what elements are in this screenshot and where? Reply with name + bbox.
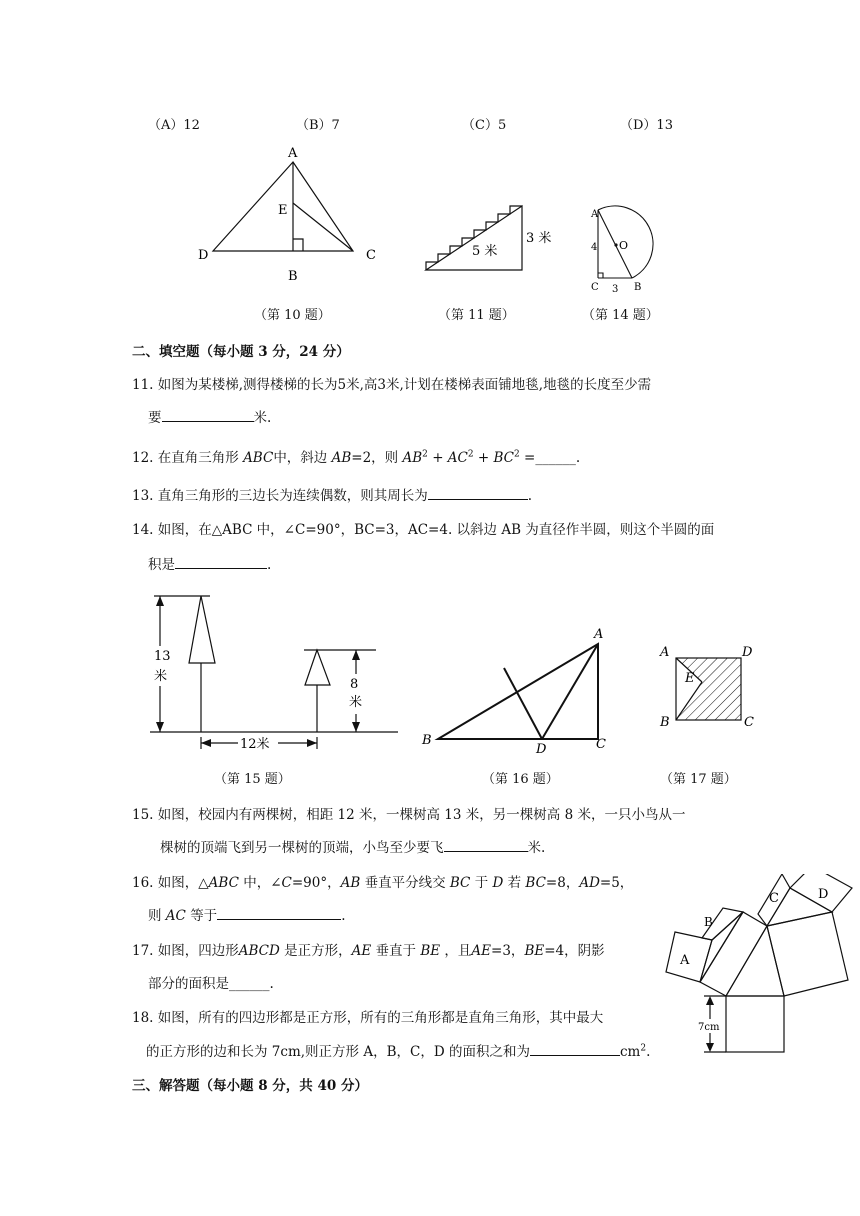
fig17-label-c: C <box>744 715 754 730</box>
fig15-tall-label: 13 <box>154 649 171 664</box>
fig10-label-d: D <box>198 248 209 263</box>
fig15-caption: （第 15 题） <box>214 772 291 787</box>
q18-line1: 18. 如图，所有的四边形都是正方形，所有的三角形都是直角三角形，其中最大 <box>132 1010 604 1026</box>
option-d: （D）13 <box>620 118 673 133</box>
q11-line1: 11. 如图为某楼梯,测得楼梯的长为5米,高3米,计划在楼梯表面铺地毯,地毯的长度至少需 <box>132 377 652 393</box>
fig10-label-c: C <box>366 248 376 263</box>
fig17-label-b: B <box>660 715 670 730</box>
option-c: （C）5 <box>462 118 507 133</box>
q11-text-a: 要 <box>148 410 162 426</box>
fig14-caption: （第 14 题） <box>582 308 659 323</box>
q16-line2: 则 AC 等于 . <box>148 908 346 924</box>
q17-line2: 部分的面积是______. <box>148 976 274 992</box>
fig18-length-label: 7cm <box>698 1022 720 1033</box>
figure-16 <box>418 626 618 756</box>
fig15-distance-label: 12米 <box>240 737 270 752</box>
fig14-side-label: 4 <box>591 242 598 253</box>
section-3-heading: 三、解答题（每小题 8 分，共 40 分） <box>132 1078 368 1094</box>
q15-line2: 棵树的顶端飞到另一棵树的顶端，小鸟至少要飞 米. <box>160 840 546 856</box>
fig17-label-e: E <box>685 671 695 686</box>
fig18-label-a: A <box>680 953 690 968</box>
fig16-label-b: B <box>422 733 432 748</box>
fig10-label-e: E <box>278 203 288 218</box>
q14-answer-blank[interactable] <box>175 556 267 569</box>
fig11-height-label: 3 米 <box>526 231 552 246</box>
fig14-label-b: B <box>634 282 642 293</box>
q13-line: 13. 直角三角形的三边长为连续偶数，则其周长为 . <box>132 488 533 504</box>
q12-line: 12. 在直角三角形 ABC中，斜边 AB=2，则 $AB^2 + AC^2 + BC^2$ =______. <box>132 449 581 466</box>
fig11-caption: （第 11 题） <box>438 308 515 323</box>
fig15-short-label: 8 <box>350 677 359 692</box>
fig17-caption: （第 17 题） <box>660 772 737 787</box>
q11-text-b: 米. <box>253 410 272 426</box>
q11-answer-blank[interactable] <box>162 409 254 422</box>
figure-10 <box>190 140 390 290</box>
figure-17 <box>656 640 760 736</box>
section-2-heading: 二、填空题（每小题 3 分，24 分） <box>132 344 350 360</box>
q15-answer-blank[interactable] <box>444 839 528 852</box>
fig18-label-d: D <box>818 887 829 902</box>
q16-answer-blank[interactable] <box>217 907 341 920</box>
fig18-label-c: C <box>769 891 779 906</box>
figure-11 <box>420 198 560 278</box>
figure-14 <box>588 200 668 296</box>
option-a: （A）12 <box>148 118 200 133</box>
figure-18 <box>664 874 860 1054</box>
fig17-label-d: D <box>742 645 753 660</box>
figure-15 <box>140 588 400 758</box>
q14-line2: 积是 . <box>148 557 272 573</box>
fig17-label-a: A <box>660 645 670 660</box>
fig10-label-a: A <box>288 146 298 161</box>
q17-line1: 17. 如图，四边形ABCD 是正方形，AE 垂直于 BE ，且AE=3，BE=4，阴影 <box>132 943 605 959</box>
fig16-caption: （第 16 题） <box>482 772 559 787</box>
fig10-label-b: B <box>288 269 298 284</box>
q15-line1: 15. 如图，校园内有两棵树，相距 12 米，一棵树高 13 米，另一棵树高 8 米，一只小鸟从一 <box>132 807 686 823</box>
fig14-base-label: 3 <box>612 284 619 295</box>
fig15-short-unit: 米 <box>349 695 363 710</box>
fig16-label-c: C <box>596 737 606 752</box>
fig14-label-o: O <box>619 239 629 252</box>
fig14-label-a: A <box>591 209 599 220</box>
fig18-label-b: B <box>704 915 713 929</box>
q18-answer-blank[interactable] <box>530 1043 620 1056</box>
fig16-label-d: D <box>536 742 547 756</box>
fig10-caption: （第 10 题） <box>254 308 331 323</box>
q13-answer-blank[interactable] <box>428 487 528 500</box>
q16-line1: 16. 如图，△ABC 中，∠C=90°，AB 垂直平分线交 BC 于 D 若 BC=8，AD=5， <box>132 875 634 891</box>
fig14-label-c: C <box>591 282 599 293</box>
q14-line1: 14. 如图，在△ABC 中，∠C=90°，BC=3，AC=4. 以斜边 AB 为直径作半圆，则这个半圆的面 <box>132 522 715 538</box>
fig16-label-a: A <box>594 627 604 642</box>
q11-line2 <box>148 406 271 426</box>
q18-line2: 的正方形的边和长为 7cm,则正方形 A，B，C，D 的面积之和为 $cm^2$. <box>146 1043 651 1060</box>
fig11-slope-label: 5 米 <box>472 244 498 259</box>
option-b: （B）7 <box>296 118 340 133</box>
fig15-tall-unit: 米 <box>154 669 168 684</box>
